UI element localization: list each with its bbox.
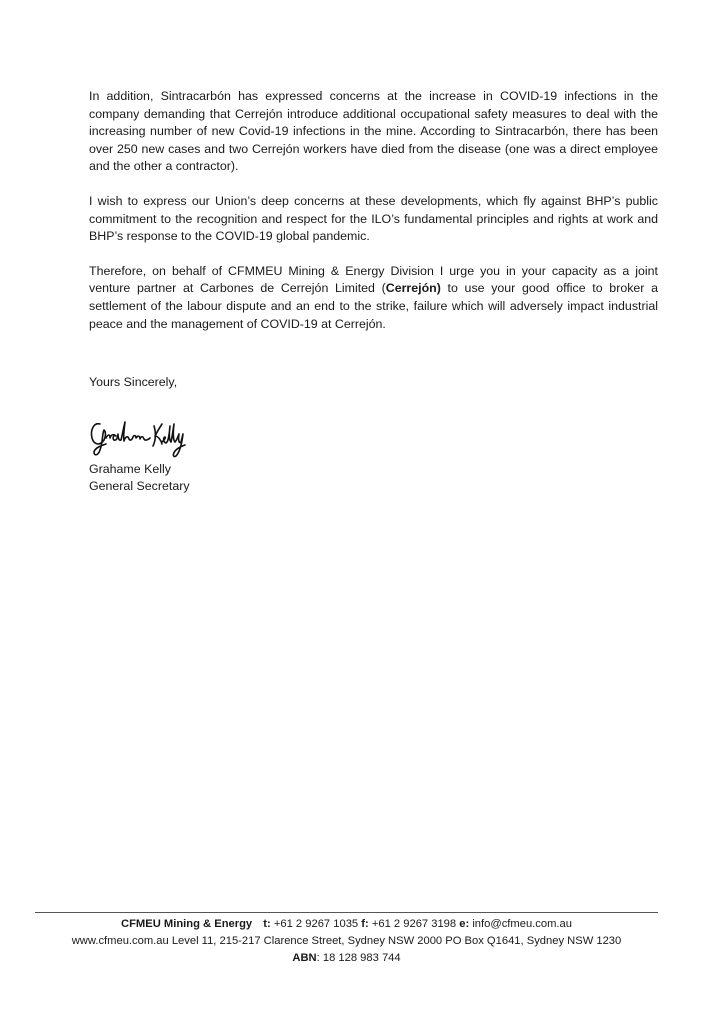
footer-divider [35, 912, 658, 913]
footer-fax-label: f: [361, 918, 369, 930]
closing-salutation: Yours Sincerely, [89, 375, 178, 389]
footer-phone-label: t: [263, 918, 271, 930]
footer-phone: +61 2 9267 1035 [273, 918, 359, 930]
letter-body [89, 88, 658, 350]
paragraph-union-concerns: I wish to express our Union’s deep concerns at these developments, which fly against BHP’s public commitment to the recognition and respect for the ILO’s fundamental principles and rights at work and BHP’s response to the COVID-19 global pandemic. [89, 193, 658, 244]
footer-abn-label: ABN [292, 952, 317, 964]
paragraph-request [89, 263, 658, 333]
footer-org-name: CFMEU Mining & Energy [121, 918, 253, 930]
footer-email: info@cfmeu.com.au [472, 918, 572, 930]
handwritten-signature [86, 412, 190, 460]
footer-line-abn [35, 950, 658, 967]
signatory-title: General Secretary [89, 479, 190, 493]
footer-line-contact [35, 916, 658, 933]
paragraph-request-part-1: Therefore, on behalf of CFMMEU Mining & Energy Division I urge you in your capacity as a joint venture partner at Carbones de Cerrejón Limited ( [89, 263, 658, 296]
paragraph-request-part-2: to use your good office to broker a settlement of the labour dispute and an end to the strike, failure which will adversely impact industrial peace and the management of COVID-19 at Cerrejón. [89, 281, 658, 331]
footer-email-label: e: [459, 918, 470, 930]
footer-abn: : 18 128 983 744 [316, 952, 401, 964]
footer-line-address [35, 933, 658, 950]
footer-fax: +61 2 9267 3198 [371, 918, 457, 930]
letterhead-footer [35, 916, 658, 967]
paragraph-request-bold: Cerrejón) [385, 281, 441, 296]
paragraph-covid-concerns: In addition, Sintracarbón has expressed concerns at the increase in COVID-19 infections in the company demanding that Cerrejón introduce additional occupational safety measures to deal with the increasing number of new Covid-19 infections in the mine. According to Sintracarbón, there has been over 250 new cases and two Cerrejón workers have died from the disease (one was a direct employee and the other a contractor). [89, 89, 658, 174]
footer-po-box: PO Box Q1641, Sydney NSW 1230 [445, 935, 622, 947]
signatory-name: Grahame Kelly [89, 462, 171, 476]
footer-address: Level 11, 215-217 Clarence Street, Sydney NSW 2000 [171, 935, 443, 947]
footer-website: www.cfmeu.com.au [71, 935, 169, 947]
